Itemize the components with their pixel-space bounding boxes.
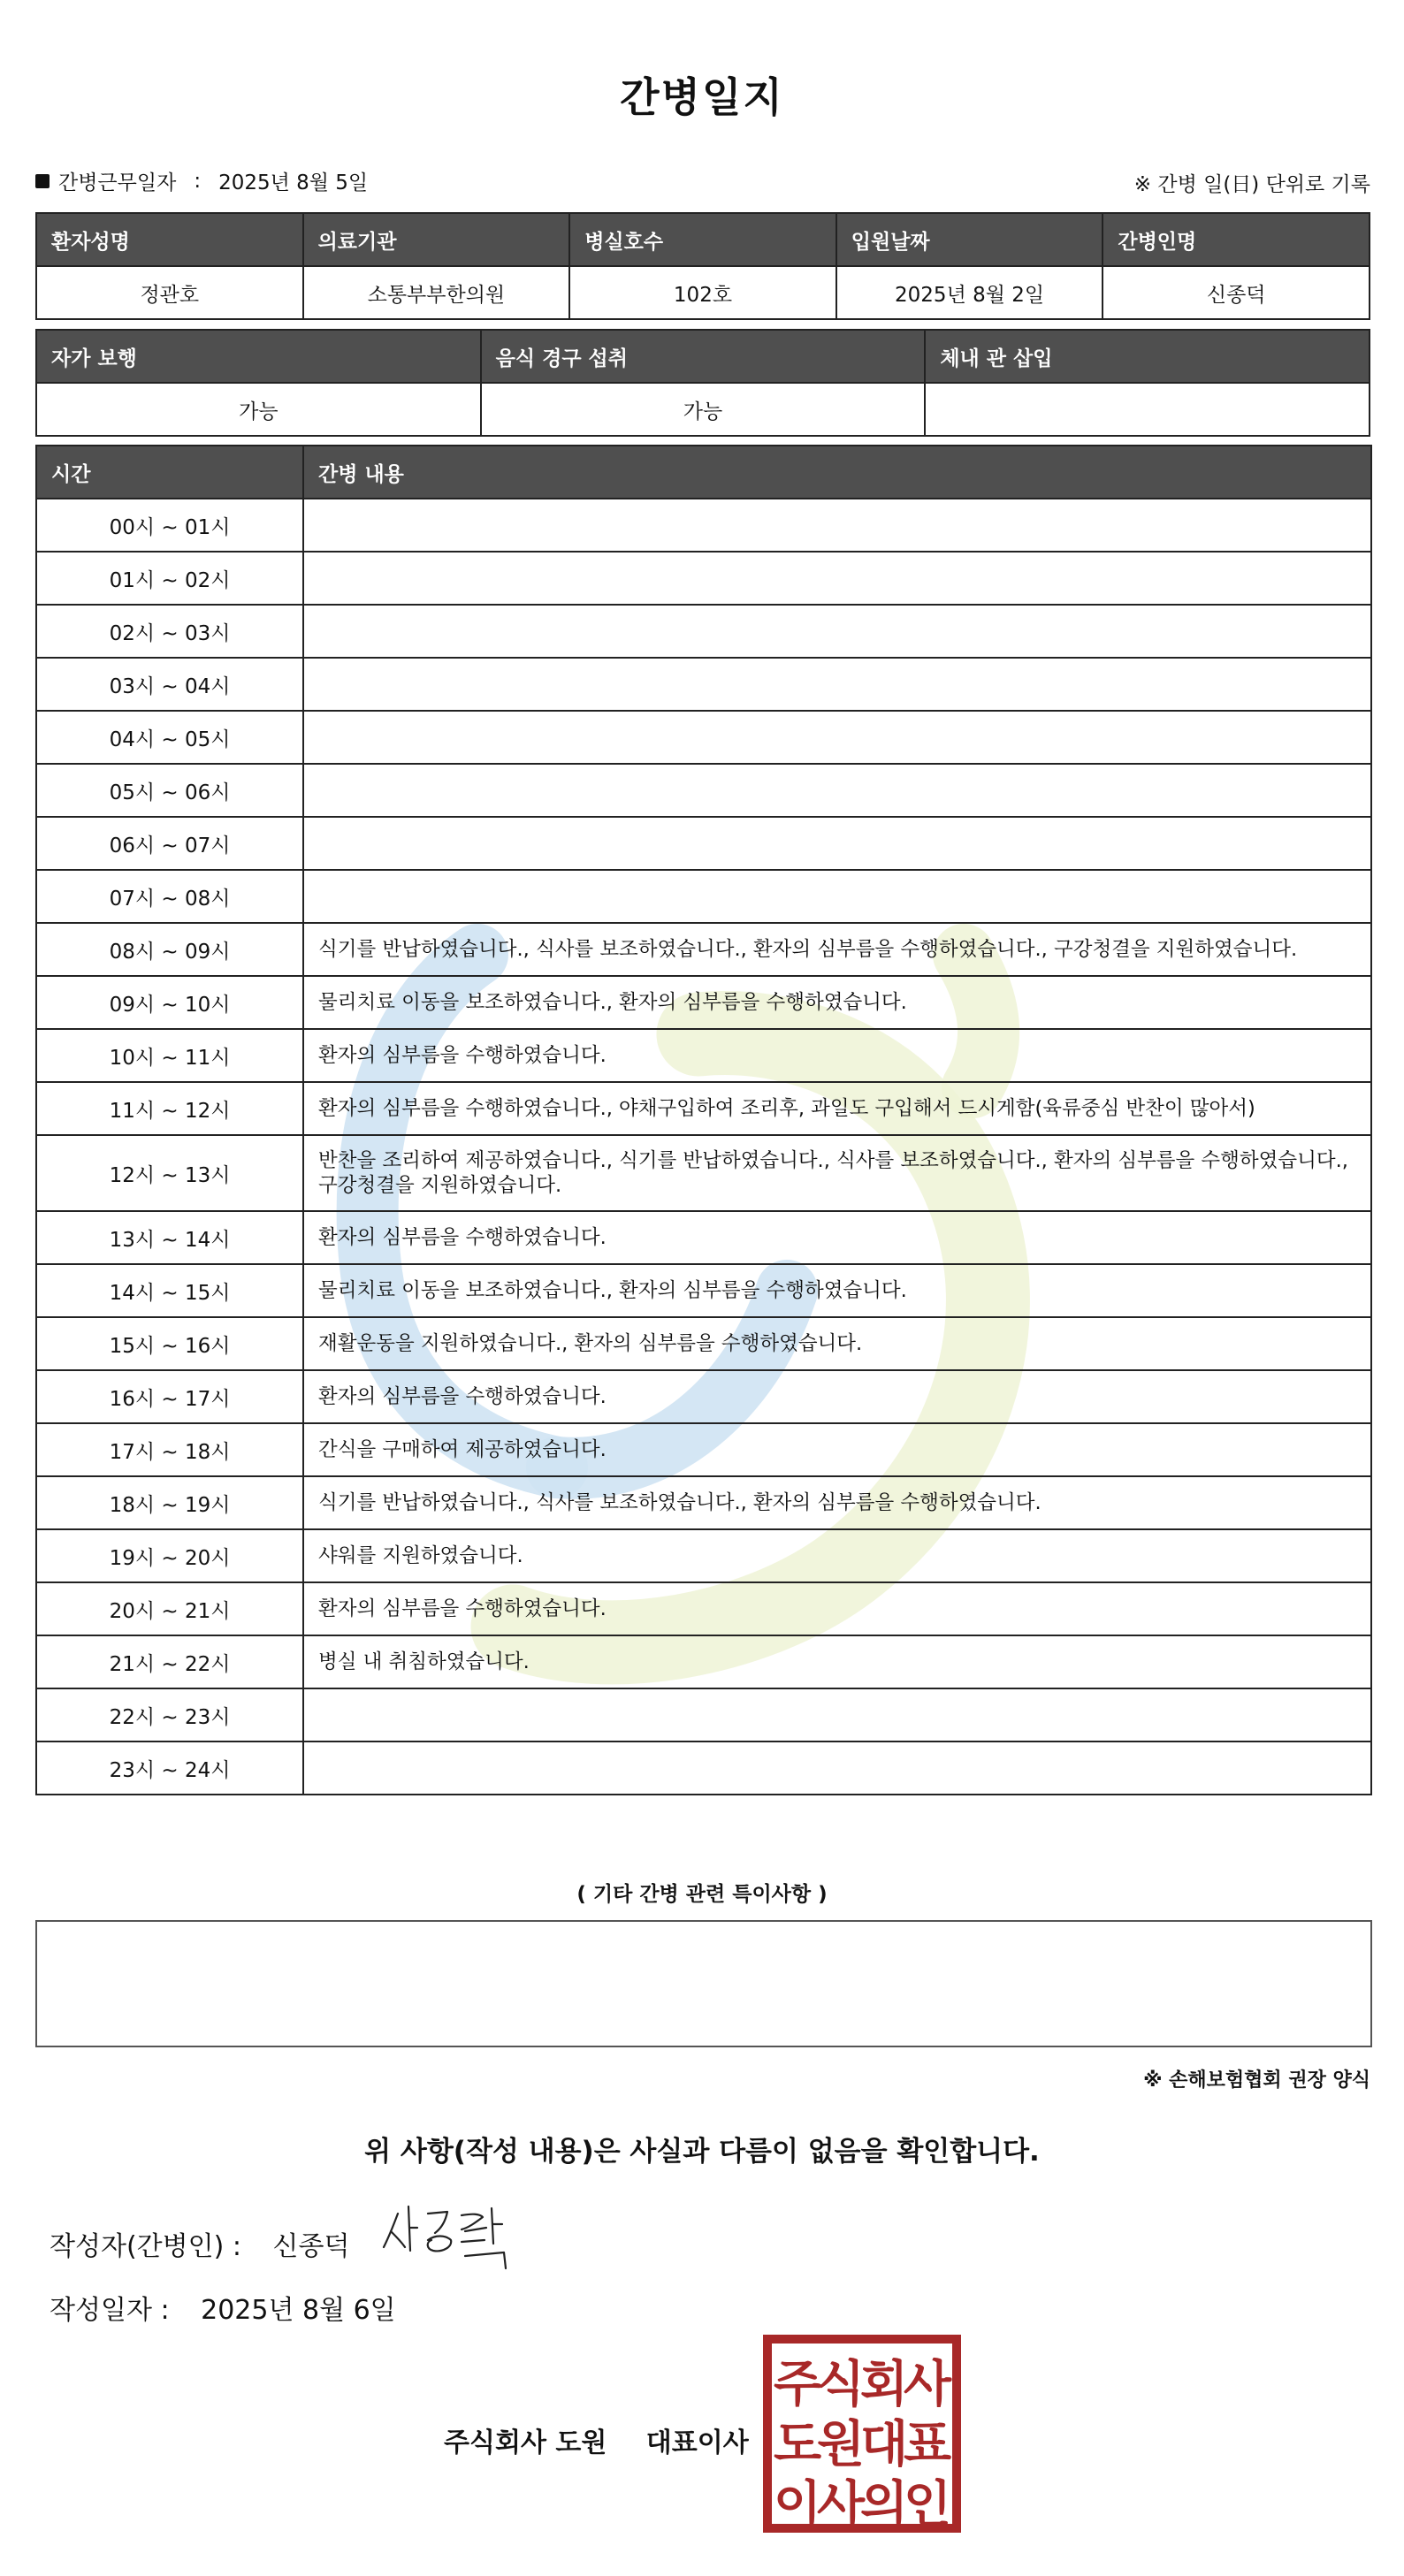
table-row [36,711,1371,764]
patient-name-value: 정관호 [36,266,303,319]
ability-header-row [36,330,1370,383]
writer-label: 작성자(간병인) : [50,2231,241,2262]
table-row [36,1211,1371,1264]
header-time: 시간 [36,446,303,499]
work-date-value: 2025년 8월 5일 [218,171,369,194]
tube-insertion-value [925,383,1370,436]
admission-date-value: 2025년 8월 2일 [836,266,1103,319]
company-role: 대표이사 [645,2427,749,2458]
seal-glyph: 식 [816,2356,866,2413]
time-slot: 16시 ~ 17시 [36,1370,303,1423]
room-value: 102호 [569,266,836,319]
table-row [36,658,1371,711]
time-slot: 17시 ~ 18시 [36,1423,303,1476]
header-walking: 자가 보행 [36,330,481,383]
time-slot: 06시 ~ 07시 [36,817,303,870]
care-content: 식기를 반납하였습니다., 식사를 보조하였습니다., 환자의 심부름을 수행하였습니다., 구강청결을 지원하였습니다. [303,923,1371,976]
seal-glyph: 회 [859,2356,909,2413]
notes-box [35,1920,1372,2047]
care-content [303,870,1371,923]
care-content [303,1741,1371,1795]
work-date-separator: : [194,169,202,193]
written-date-value: 2025년 8월 6일 [201,2295,396,2326]
written-date-label: 작성일자 : [50,2295,170,2326]
time-slot: 09시 ~ 10시 [36,976,303,1029]
hospital-value: 소통부부한의원 [303,266,570,319]
time-slot: 12시 ~ 13시 [36,1135,303,1211]
table-row [36,923,1371,976]
header-caregiver-name: 간병인명 [1103,213,1370,266]
table-row [36,870,1371,923]
table-row [36,1741,1371,1795]
oral-intake-value: 가능 [481,383,926,436]
care-log-body [36,499,1371,1795]
time-slot: 20시 ~ 21시 [36,1582,303,1635]
seal-glyph: 인 [903,2476,952,2534]
table-row [36,1529,1371,1582]
seal-glyph: 원 [816,2416,866,2473]
table-row [36,1264,1371,1317]
header-tube-insertion: 체내 관 삽입 [925,330,1370,383]
seal-glyph: 사 [816,2476,866,2534]
table-row [36,1082,1371,1135]
time-slot: 23시 ~ 24시 [36,1741,303,1795]
seal-glyph: 도 [773,2416,822,2473]
table-row [36,1317,1371,1370]
table-row [36,1423,1371,1476]
care-content [303,552,1371,605]
seal-glyph: 사 [903,2356,952,2413]
time-slot: 14시 ~ 15시 [36,1264,303,1317]
time-slot: 05시 ~ 06시 [36,764,303,817]
seal-glyph: 이 [773,2476,822,2534]
time-slot: 13시 ~ 14시 [36,1211,303,1264]
care-content [303,711,1371,764]
table-row [36,1476,1371,1529]
time-slot: 21시 ~ 22시 [36,1635,303,1688]
care-content [303,658,1371,711]
seal-glyph: 대 [859,2416,909,2473]
table-row [36,1135,1371,1211]
care-content: 재활운동을 지원하였습니다., 환자의 심부름을 수행하였습니다. [303,1317,1371,1370]
bullet-square-icon [35,174,50,188]
table-row [36,817,1371,870]
unit-note: ※ 간병 일(日) 단위로 기록 [1133,173,1370,196]
time-slot: 07시 ~ 08시 [36,870,303,923]
time-slot: 00시 ~ 01시 [36,499,303,552]
seal-glyph: 표 [903,2416,952,2473]
care-content: 샤워를 지원하였습니다. [303,1529,1371,1582]
written-date-line [50,2288,396,2327]
handwritten-signature-icon [380,2201,522,2272]
ability-value-row [36,383,1370,436]
table-row [36,764,1371,817]
care-content: 환자의 심부름을 수행하였습니다. [303,1211,1371,1264]
ability-table [35,329,1370,437]
table-row [36,605,1371,658]
care-content: 환자의 심부름을 수행하였습니다., 야채구입하여 조리후, 과일도 구입해서 드시게함(육류중심 반찬이 많아서) [303,1082,1371,1135]
page-title: 간병일지 [620,73,784,121]
care-content: 물리치료 이동을 보조하였습니다., 환자의 심부름을 수행하였습니다. [303,976,1371,1029]
care-content: 환자의 심부름을 수행하였습니다. [303,1582,1371,1635]
patient-info-value-row [36,266,1370,319]
table-row [36,499,1371,552]
header-hospital: 의료기관 [303,213,570,266]
writer-line [50,2224,349,2263]
header-oral-intake: 음식 경구 섭취 [481,330,926,383]
table-row [36,1582,1371,1635]
company-line [444,2420,749,2459]
work-date-label: 간병근무일자 [58,171,177,194]
header-patient-name: 환자성명 [36,213,303,266]
header-admission-date: 입원날짜 [836,213,1103,266]
table-row [36,1370,1371,1423]
care-content: 간식을 구매하여 제공하였습니다. [303,1423,1371,1476]
notes-title: ( 기타 간병 관련 특이사항 ) [576,1883,828,1906]
care-content: 반찬을 조리하여 제공하였습니다., 식기를 반납하였습니다., 식사를 보조하였습니다., 환자의 심부름을 수행하였습니다., 구강청결을 지원하였습니다. [303,1135,1371,1211]
walking-value: 가능 [36,383,481,436]
header-care-content: 간병 내용 [303,446,1371,499]
table-row [36,552,1371,605]
care-log-header-row [36,446,1371,499]
care-content [303,1688,1371,1741]
time-slot: 11시 ~ 12시 [36,1082,303,1135]
table-row [36,1029,1371,1082]
table-row [36,1688,1371,1741]
care-content: 환자의 심부름을 수행하였습니다. [303,1370,1371,1423]
company-seal-icon [762,2334,962,2534]
care-content [303,817,1371,870]
care-content: 물리치료 이동을 보조하였습니다., 환자의 심부름을 수행하였습니다. [303,1264,1371,1317]
care-content: 식기를 반납하였습니다., 식사를 보조하였습니다., 환자의 심부름을 수행하였습니다. [303,1476,1371,1529]
table-row [36,976,1371,1029]
time-slot: 08시 ~ 09시 [36,923,303,976]
time-slot: 04시 ~ 05시 [36,711,303,764]
care-content: 환자의 심부름을 수행하였습니다. [303,1029,1371,1082]
care-log-table [35,445,1372,1795]
table-row [36,1635,1371,1688]
seal-glyph: 주 [773,2356,822,2413]
time-slot: 10시 ~ 11시 [36,1029,303,1082]
company-name: 주식회사 도원 [444,2427,607,2458]
patient-info-table [35,212,1370,320]
care-content [303,499,1371,552]
time-slot: 18시 ~ 19시 [36,1476,303,1529]
patient-info-header-row [36,213,1370,266]
time-slot: 02시 ~ 03시 [36,605,303,658]
care-content [303,764,1371,817]
time-slot: 22시 ~ 23시 [36,1688,303,1741]
caregiver-name-value: 신종덕 [1103,266,1370,319]
time-slot: 19시 ~ 20시 [36,1529,303,1582]
time-slot: 03시 ~ 04시 [36,658,303,711]
care-content [303,605,1371,658]
time-slot: 15시 ~ 16시 [36,1317,303,1370]
header-room: 병실호수 [569,213,836,266]
time-slot: 01시 ~ 02시 [36,552,303,605]
writer-name: 신종덕 [272,2231,350,2262]
seal-glyph: 의 [859,2476,909,2534]
form-note: ※ 손해보험협회 권장 양식 [1143,2069,1370,2092]
confirmation-statement: 위 사항(작성 내용)은 사실과 다름이 없음을 확인합니다. [364,2136,1040,2168]
work-date-line [35,166,368,195]
care-content: 병실 내 취침하였습니다. [303,1635,1371,1688]
